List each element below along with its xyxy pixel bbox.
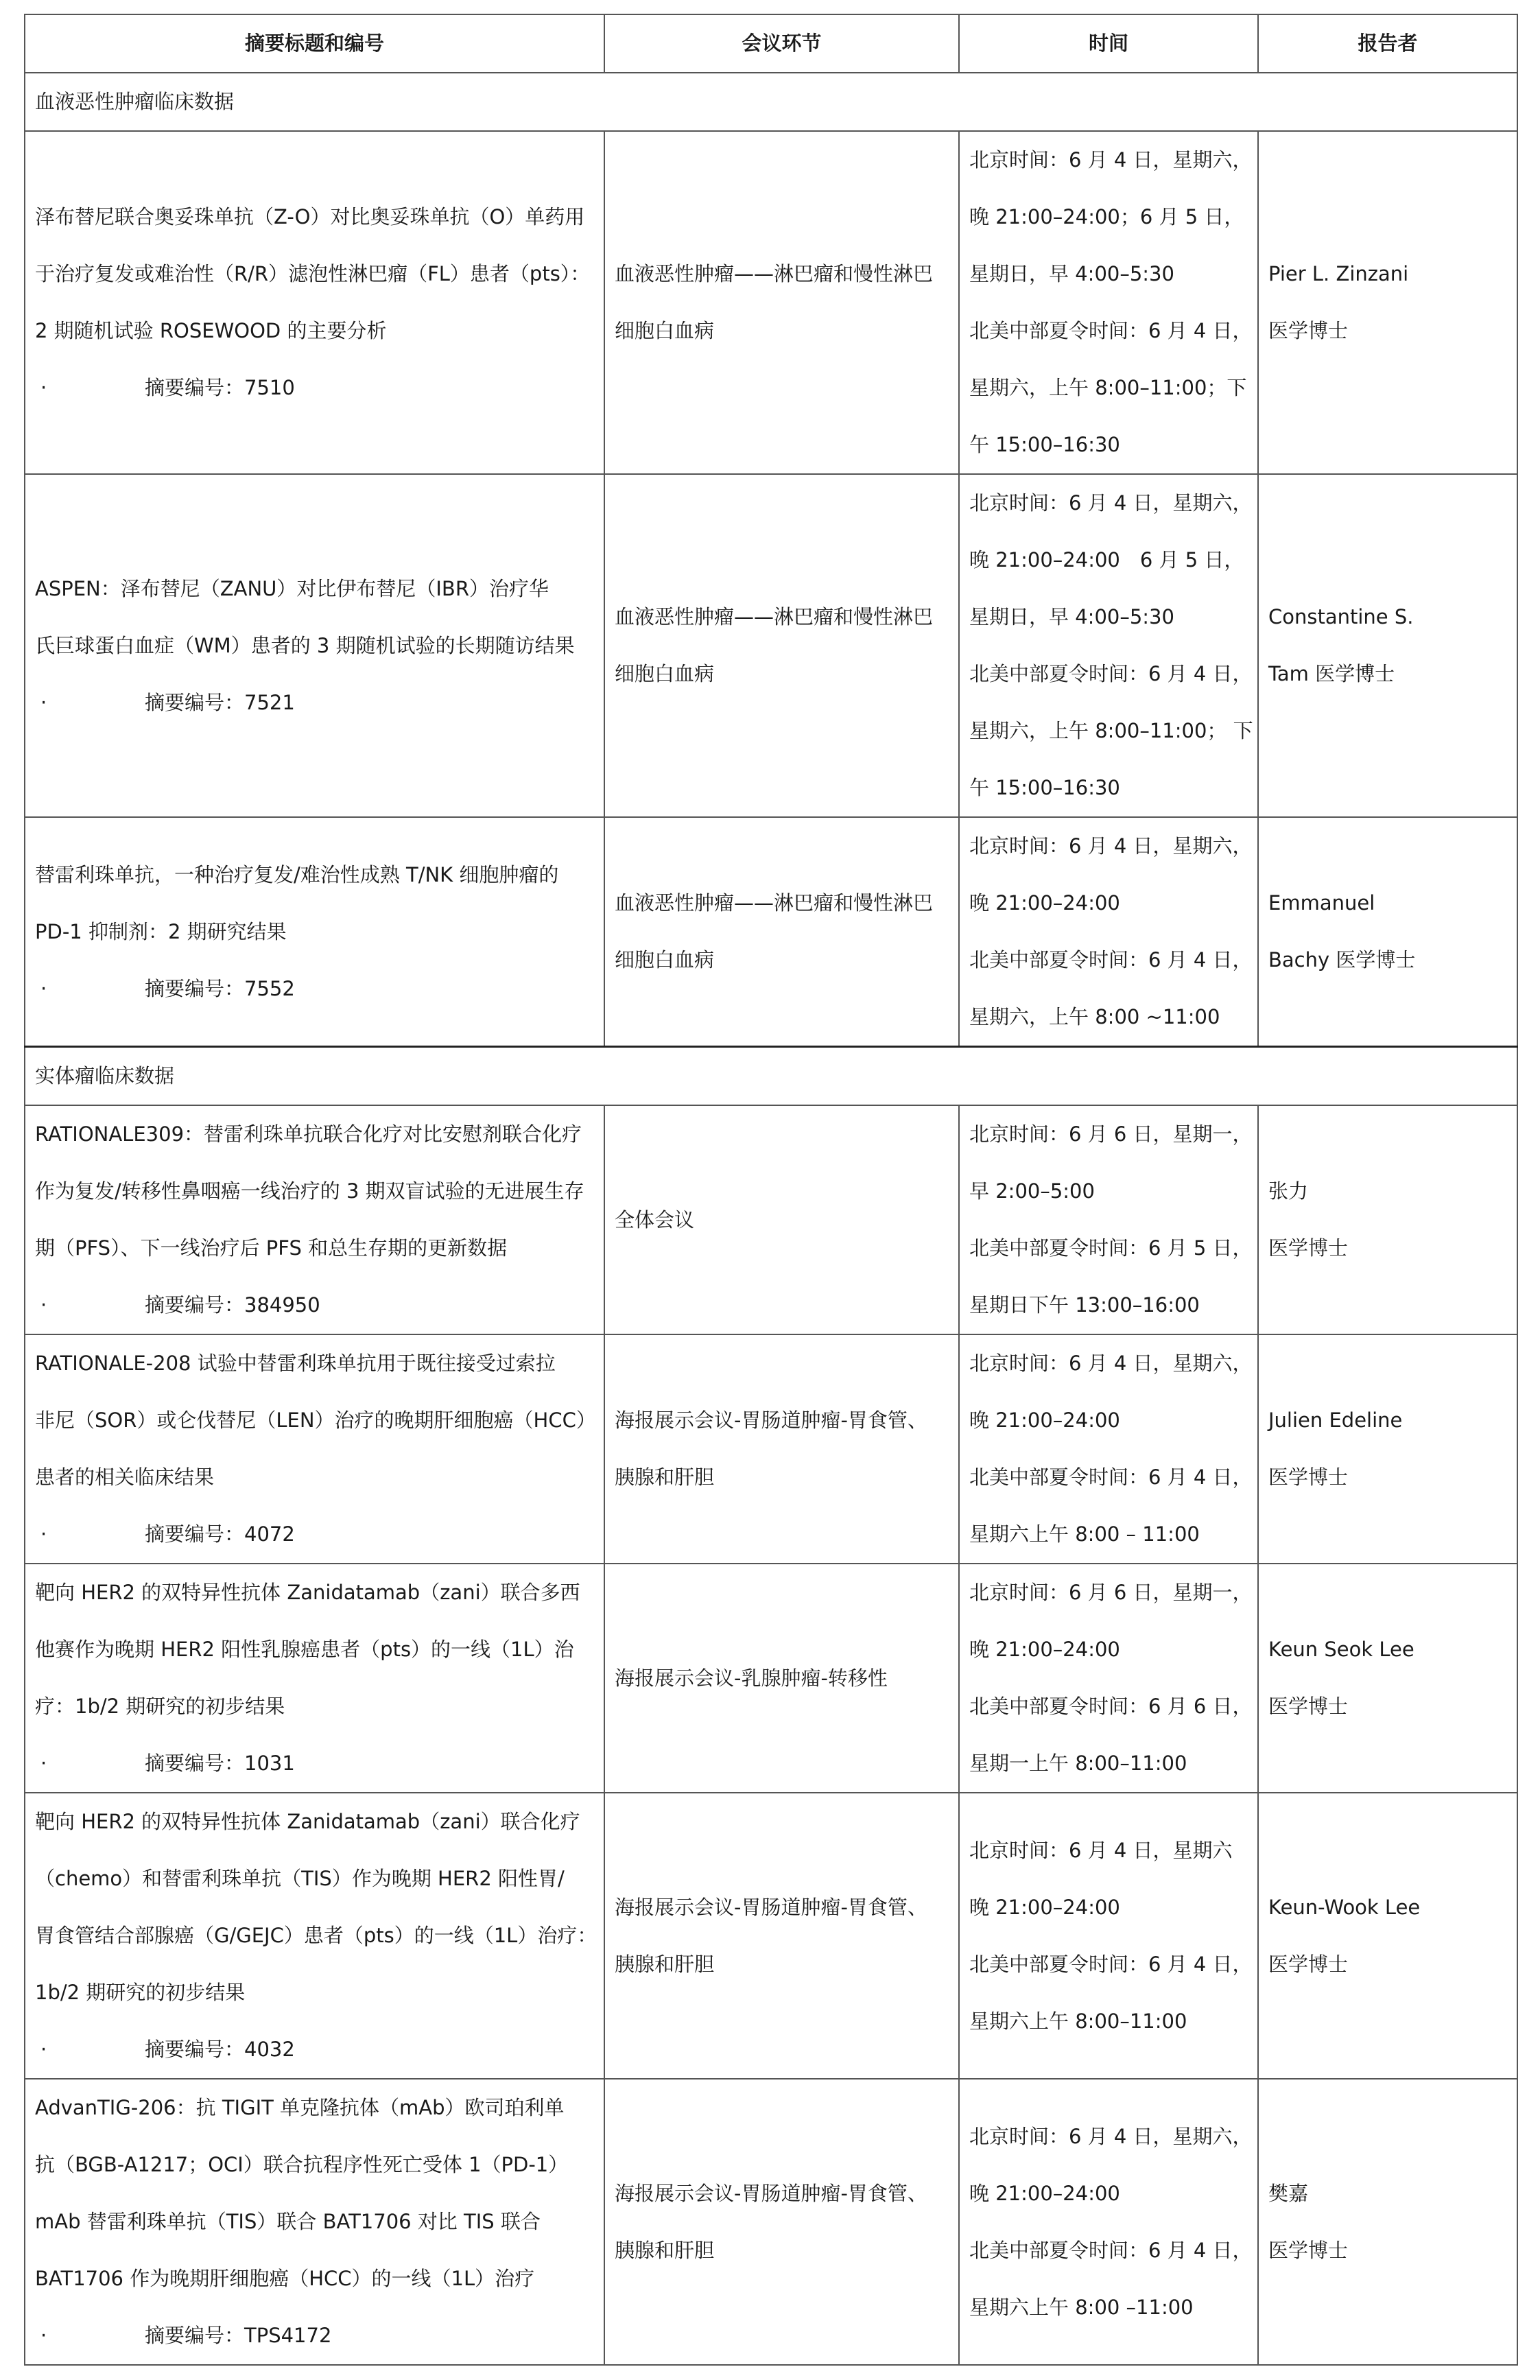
section-title: 血液恶性肿瘤临床数据 bbox=[25, 73, 1517, 131]
time-cell bbox=[959, 1793, 1258, 2079]
bullet-icon: · bbox=[40, 690, 47, 714]
time-line: 北美中部夏令时间：6 月 4 日， bbox=[969, 319, 1253, 342]
abstract-number: 摘要编号：7521 bbox=[145, 690, 295, 714]
abstract-title-line: 胃食管结合部腺癌（G/GEJC）患者（pts）的一线（1L）治疗： bbox=[35, 1924, 597, 1947]
time-line: 晚 21:00–24:00 6 月 5 日， bbox=[969, 548, 1244, 572]
time-line: 北美中部夏令时间：6 月 5 日， bbox=[969, 1236, 1253, 1260]
session-cell bbox=[604, 817, 959, 1047]
header-row bbox=[25, 14, 1517, 73]
time-line: 北京时间：6 月 6 日，星期一， bbox=[969, 1122, 1253, 1146]
presenter-line: 医学博士 bbox=[1268, 1465, 1349, 1489]
section-header-row bbox=[25, 73, 1517, 131]
session-line: 血液恶性肿瘤——淋巴瘤和慢性淋巴 bbox=[615, 891, 934, 915]
time-line: 星期六上午 8:00 – 11:00 bbox=[969, 1522, 1200, 1546]
time-line: 午 15:00–16:30 bbox=[969, 433, 1120, 456]
session-line: 血液恶性肿瘤——淋巴瘤和慢性淋巴 bbox=[615, 605, 934, 628]
time-line: 北美中部夏令时间：6 月 6 日， bbox=[969, 1695, 1253, 1718]
abstract-number: 摘要编号：4072 bbox=[145, 1522, 295, 1546]
abstract-number-line bbox=[35, 674, 604, 731]
time-line: 星期一上午 8:00–11:00 bbox=[969, 1752, 1187, 1775]
session-line: 胰腺和肝胆 bbox=[615, 2238, 715, 2262]
time-cell bbox=[959, 2079, 1258, 2365]
abstract-title-line: RATIONALE309：替雷利珠单抗联合化疗对比安慰剂联合化疗 bbox=[35, 1122, 582, 1146]
time-line: 星期日，早 4:00–5:30 bbox=[969, 605, 1174, 628]
presenter-line: 医学博士 bbox=[1268, 1952, 1349, 1976]
abstract-number: 摘要编号：384950 bbox=[145, 1293, 320, 1317]
abstract-number: 摘要编号：7510 bbox=[145, 376, 295, 399]
abstract-title-line: 替雷利珠单抗，一种治疗复发/难治性成熟 T/NK 细胞肿瘤的 bbox=[35, 862, 559, 886]
time-line: 午 15:00–16:30 bbox=[969, 776, 1120, 799]
session-line: 海报展示会议-胃肠道肿瘤-胃食管、 bbox=[615, 1895, 927, 1919]
abstract-title-line: mAb 替雷利珠单抗（TIS）联合 BAT1706 对比 TIS 联合 bbox=[35, 2210, 541, 2233]
time-line: 晚 21:00–24:00 bbox=[969, 2181, 1120, 2205]
presenter-line: Julien Edeline bbox=[1268, 1409, 1403, 1432]
time-line: 北京时间：6 月 6 日，星期一， bbox=[969, 1581, 1253, 1604]
session-line: 细胞白血病 bbox=[615, 662, 715, 685]
time-line: 北京时间：6 月 4 日，星期六， bbox=[969, 834, 1253, 858]
presenter-cell bbox=[1258, 1105, 1517, 1334]
time-line: 星期日，早 4:00–5:30 bbox=[969, 262, 1174, 285]
time-cell bbox=[959, 1334, 1258, 1564]
abstract-title-line: 非尼（SOR）或仑伐替尼（LEN）治疗的晚期肝细胞癌（HCC） bbox=[35, 1409, 596, 1432]
presenter-cell bbox=[1258, 474, 1517, 817]
time-line: 北美中部夏令时间：6 月 4 日， bbox=[969, 1952, 1253, 1976]
session-cell bbox=[604, 1334, 959, 1564]
session-line: 胰腺和肝胆 bbox=[615, 1465, 715, 1489]
abstract-title-line: 患者的相关临床结果 bbox=[35, 1465, 215, 1489]
time-line: 早 2:00–5:00 bbox=[969, 1179, 1095, 1203]
abstract-title-line: 期（PFS）、下一线治疗后 PFS 和总生存期的更新数据 bbox=[35, 1236, 508, 1260]
abstract-number-line bbox=[35, 2021, 604, 2078]
presenter-line: Keun-Wook Lee bbox=[1268, 1895, 1421, 1919]
abstract-title-line: 靶向 HER2 的双特异性抗体 Zanidatamab（zani）联合化疗 bbox=[35, 1810, 580, 1833]
abstract-title-line: 作为复发/转移性鼻咽癌一线治疗的 3 期双盲试验的无进展生存 bbox=[35, 1179, 584, 1203]
table-row bbox=[25, 1564, 1517, 1793]
table-row bbox=[25, 2079, 1517, 2365]
time-cell bbox=[959, 817, 1258, 1047]
presenter-cell bbox=[1258, 817, 1517, 1047]
session-cell bbox=[604, 1564, 959, 1793]
header-session: 会议环节 bbox=[604, 14, 959, 73]
abstract-title-cell bbox=[25, 1334, 604, 1564]
abstract-title-cell bbox=[25, 2079, 604, 2365]
presenter-cell bbox=[1258, 1334, 1517, 1564]
time-line: 星期六上午 8:00 –11:00 bbox=[969, 2295, 1194, 2319]
abstract-title-line: 于治疗复发或难治性（R/R）滤泡性淋巴瘤（FL）患者（pts）： bbox=[35, 262, 591, 285]
abstract-title-cell bbox=[25, 1105, 604, 1334]
bullet-icon: · bbox=[40, 976, 47, 1000]
abstract-title-cell bbox=[25, 1793, 604, 2079]
time-cell bbox=[959, 1564, 1258, 1793]
session-cell bbox=[604, 2079, 959, 2365]
abstract-title-line: 2 期随机试验 ROSEWOOD 的主要分析 bbox=[35, 319, 387, 342]
time-cell bbox=[959, 1105, 1258, 1334]
time-line: 北美中部夏令时间：6 月 4 日， bbox=[969, 662, 1253, 685]
presenter-line: Constantine S. bbox=[1268, 605, 1414, 628]
session-line: 细胞白血病 bbox=[615, 319, 715, 342]
abstract-number: 摘要编号：7552 bbox=[145, 976, 295, 1000]
session-line: 胰腺和肝胆 bbox=[615, 1952, 715, 1976]
abstract-title-line: 疗：1b/2 期研究的初步结果 bbox=[35, 1695, 285, 1718]
presenter-line: Pier L. Zinzani bbox=[1268, 262, 1409, 285]
abstract-title-line: 泽布替尼联合奥妥珠单抗（Z-O）对比奥妥珠单抗（O）单药用 bbox=[35, 205, 585, 228]
abstract-number-line bbox=[35, 961, 604, 1017]
time-line: 晚 21:00–24:00 bbox=[969, 1409, 1120, 1432]
abstract-title-line: 1b/2 期研究的初步结果 bbox=[35, 1981, 246, 2004]
presenter-line: Emmanuel bbox=[1268, 891, 1375, 915]
time-line: 北美中部夏令时间：6 月 4 日， bbox=[969, 2238, 1253, 2262]
presenter-line: 医学博士 bbox=[1268, 1236, 1349, 1260]
abstract-title-line: 氏巨球蛋白血症（WM）患者的 3 期随机试验的长期随访结果 bbox=[35, 633, 575, 657]
time-line: 星期六上午 8:00–11:00 bbox=[969, 2009, 1187, 2033]
session-line: 全体会议 bbox=[615, 1207, 695, 1232]
bullet-icon: · bbox=[40, 1293, 47, 1317]
time-line: 晚 21:00–24:00 bbox=[969, 1638, 1120, 1661]
time-cell bbox=[959, 131, 1258, 474]
section-header-row bbox=[25, 1047, 1517, 1106]
session-line: 细胞白血病 bbox=[615, 948, 715, 971]
abstract-title-line: BAT1706 作为晚期肝细胞癌（HCC）的一线（1L）治疗 bbox=[35, 2267, 535, 2290]
abstract-title-line: PD-1 抑制剂：2 期研究结果 bbox=[35, 919, 287, 943]
abstract-title-line: RATIONALE-208 试验中替雷利珠单抗用于既往接受过索拉 bbox=[35, 1352, 556, 1375]
time-line: 星期六，上午 8:00–11:00； 下 bbox=[969, 719, 1253, 742]
abstract-number: 摘要编号：4032 bbox=[145, 2038, 295, 2061]
session-line: 海报展示会议-胃肠道肿瘤-胃食管、 bbox=[615, 1409, 927, 1432]
session-line: 海报展示会议-乳腺肿瘤-转移性 bbox=[615, 1666, 888, 1690]
abstract-number: 摘要编号：TPS4172 bbox=[145, 2324, 332, 2347]
time-cell bbox=[959, 474, 1258, 817]
presenter-cell bbox=[1258, 2079, 1517, 2365]
schedule-table bbox=[24, 14, 1518, 2366]
presenter-line: 张力 bbox=[1268, 1179, 1309, 1203]
table-body bbox=[25, 73, 1517, 2365]
abstract-number-line bbox=[35, 360, 604, 416]
header-presenter: 报告者 bbox=[1258, 14, 1517, 73]
abstract-number-line bbox=[35, 2307, 604, 2364]
schedule-table-container bbox=[24, 14, 1517, 2366]
abstract-title-line: （chemo）和替雷利珠单抗（TIS）作为晚期 HER2 阳性胃/ bbox=[35, 1867, 565, 1890]
time-line: 晚 21:00–24:00 bbox=[969, 1895, 1120, 1919]
presenter-line: Tam 医学博士 bbox=[1268, 662, 1395, 685]
session-cell bbox=[604, 1793, 959, 2079]
time-line: 星期六，上午 8:00 ~11:00 bbox=[969, 1005, 1220, 1028]
session-cell bbox=[604, 131, 959, 474]
abstract-title-line: 靶向 HER2 的双特异性抗体 Zanidatamab（zani）联合多西 bbox=[35, 1581, 580, 1604]
abstract-number-line bbox=[35, 1735, 604, 1792]
abstract-title-line: 抗（BGB-A1217；OCI）联合抗程序性死亡受体 1（PD-1） bbox=[35, 2153, 569, 2176]
bullet-icon: · bbox=[40, 1522, 47, 1546]
presenter-cell bbox=[1258, 131, 1517, 474]
bullet-icon: · bbox=[40, 376, 47, 399]
time-line: 北京时间：6 月 4 日，星期六， bbox=[969, 491, 1253, 515]
session-cell bbox=[604, 1105, 959, 1334]
header-title: 摘要标题和编号 bbox=[25, 14, 604, 73]
time-line: 北京时间：6 月 4 日，星期六 bbox=[969, 1838, 1233, 1862]
table-row bbox=[25, 817, 1517, 1047]
section-title: 实体瘤临床数据 bbox=[25, 1047, 1517, 1106]
abstract-number: 摘要编号：1031 bbox=[145, 1752, 295, 1775]
bullet-icon: · bbox=[40, 2324, 47, 2347]
session-line: 血液恶性肿瘤——淋巴瘤和慢性淋巴 bbox=[615, 262, 934, 285]
time-line: 北美中部夏令时间：6 月 4 日， bbox=[969, 1465, 1253, 1489]
presenter-line: 医学博士 bbox=[1268, 319, 1349, 342]
bullet-icon: · bbox=[40, 1752, 47, 1775]
time-line: 晚 21:00–24:00；6 月 5 日， bbox=[969, 205, 1244, 228]
abstract-title-line: ASPEN：泽布替尼（ZANU）对比伊布替尼（IBR）治疗华 bbox=[35, 576, 549, 600]
abstract-title-cell bbox=[25, 817, 604, 1047]
presenter-line: Keun Seok Lee bbox=[1268, 1638, 1414, 1661]
presenter-cell bbox=[1258, 1564, 1517, 1793]
table-row bbox=[25, 131, 1517, 474]
header-time: 时间 bbox=[959, 14, 1258, 73]
abstract-number-line bbox=[35, 1277, 604, 1334]
table-row bbox=[25, 1105, 1517, 1334]
presenter-line: 医学博士 bbox=[1268, 2238, 1349, 2262]
abstract-title-line: AdvanTIG-206：抗 TIGIT 单克隆抗体（mAb）欧司珀利单 bbox=[35, 2096, 565, 2119]
presenter-line: 樊嘉 bbox=[1268, 2181, 1309, 2205]
abstract-number-line bbox=[35, 1506, 604, 1563]
abstract-title-cell bbox=[25, 1564, 604, 1793]
table-row bbox=[25, 1334, 1517, 1564]
table-row bbox=[25, 474, 1517, 817]
table-row bbox=[25, 1793, 1517, 2079]
session-cell bbox=[604, 474, 959, 817]
presenter-cell bbox=[1258, 1793, 1517, 2079]
time-line: 北京时间：6 月 4 日，星期六， bbox=[969, 148, 1253, 172]
session-line: 海报展示会议-胃肠道肿瘤-胃食管、 bbox=[615, 2181, 927, 2205]
abstract-title-cell bbox=[25, 131, 604, 474]
time-line: 北京时间：6 月 4 日，星期六， bbox=[969, 2124, 1253, 2148]
presenter-line: Bachy 医学博士 bbox=[1268, 948, 1416, 971]
presenter-line: 医学博士 bbox=[1268, 1695, 1349, 1718]
time-line: 星期日下午 13:00–16:00 bbox=[969, 1293, 1200, 1317]
time-line: 晚 21:00–24:00 bbox=[969, 891, 1120, 915]
time-line: 北美中部夏令时间：6 月 4 日， bbox=[969, 948, 1253, 971]
time-line: 北京时间：6 月 4 日，星期六， bbox=[969, 1352, 1253, 1375]
bullet-icon: · bbox=[40, 2038, 47, 2061]
abstract-title-cell bbox=[25, 474, 604, 817]
abstract-title-line: 他赛作为晚期 HER2 阳性乳腺癌患者（pts）的一线（1L）治 bbox=[35, 1638, 574, 1661]
time-line: 星期六，上午 8:00–11:00；下 bbox=[969, 376, 1247, 399]
